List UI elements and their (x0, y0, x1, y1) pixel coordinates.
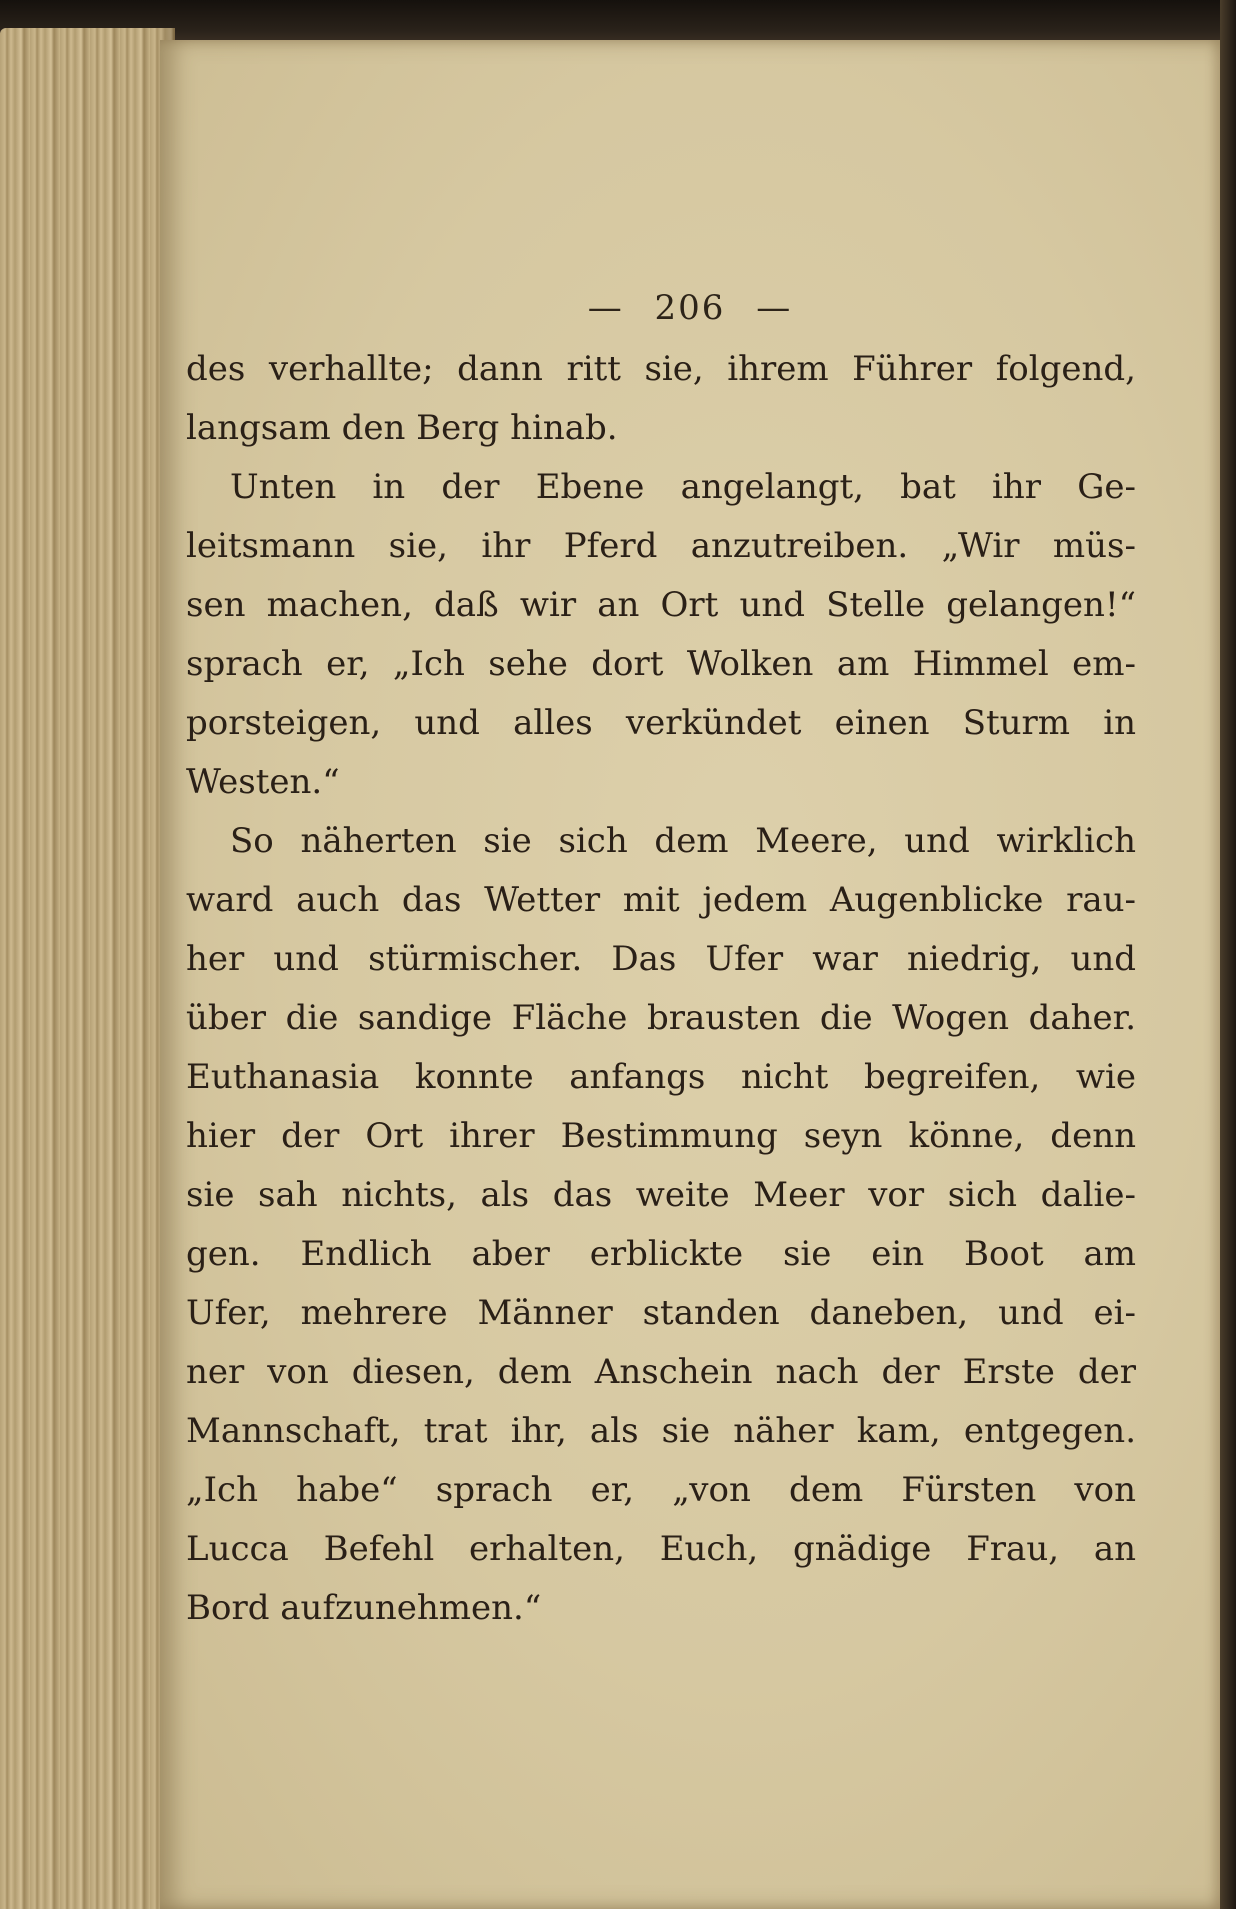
text-line: Ufer, mehrere Männer standen daneben, und ei- (186, 1293, 1136, 1333)
book-right-edge (1220, 0, 1236, 1909)
text-line: ward auch das Wetter mit jedem Augenblicke rau- (186, 880, 1136, 920)
text-line: langsam den Berg hinab. (186, 408, 618, 448)
text-line: über die sandige Fläche brausten die Wogen daher. (186, 998, 1136, 1038)
text-line: sprach er, „Ich sehe dort Wolken am Himmel em- (186, 644, 1136, 684)
text-line: gen. Endlich aber erblickte sie ein Boot am (186, 1234, 1136, 1274)
header-dash-right: — (756, 288, 793, 328)
text-line: porsteigen, und alles verkündet einen Sturm in (186, 703, 1136, 743)
text-line: So näherten sie sich dem Meere, und wirklich (230, 821, 1136, 861)
text-line: Lucca Befehl erhalten, Euch, gnädige Frau, an (186, 1529, 1136, 1569)
text-line: Westen.“ (186, 762, 340, 802)
text-line: her und stürmischer. Das Ufer war niedrig, und (186, 939, 1136, 979)
page-number: 206 (654, 288, 726, 328)
page-header (160, 288, 1220, 328)
text-line: „Ich habe“ sprach er, „von dem Fürsten von (186, 1470, 1136, 1510)
text-line: Euthanasia konnte anfangs nicht begreifen, wie (186, 1057, 1136, 1097)
page-edges (0, 28, 175, 1909)
text-line: Unten in der Ebene angelangt, bat ihr Ge- (230, 467, 1136, 507)
text-line: Mannschaft, trat ihr, als sie näher kam, entgegen. (186, 1411, 1136, 1451)
text-line: ner von diesen, dem Anschein nach der Erste der (186, 1352, 1136, 1392)
text-line: des verhallte; dann ritt sie, ihrem Führer folgend, (186, 349, 1136, 389)
book-top-edge (0, 0, 1236, 44)
text-line: sie sah nichts, als das weite Meer vor sich dalie- (186, 1175, 1136, 1215)
text-line: hier der Ort ihrer Bestimmung seyn könne, denn (186, 1116, 1136, 1156)
header-dash-left: — (587, 288, 624, 328)
text-line: sen machen, daß wir an Ort und Stelle gelangen!“ (186, 585, 1136, 625)
text-line: Bord aufzunehmen.“ (186, 1588, 542, 1628)
text-line: leitsmann sie, ihr Pferd anzutreiben. „Wir müs- (186, 526, 1136, 566)
body-text (186, 340, 1136, 1638)
